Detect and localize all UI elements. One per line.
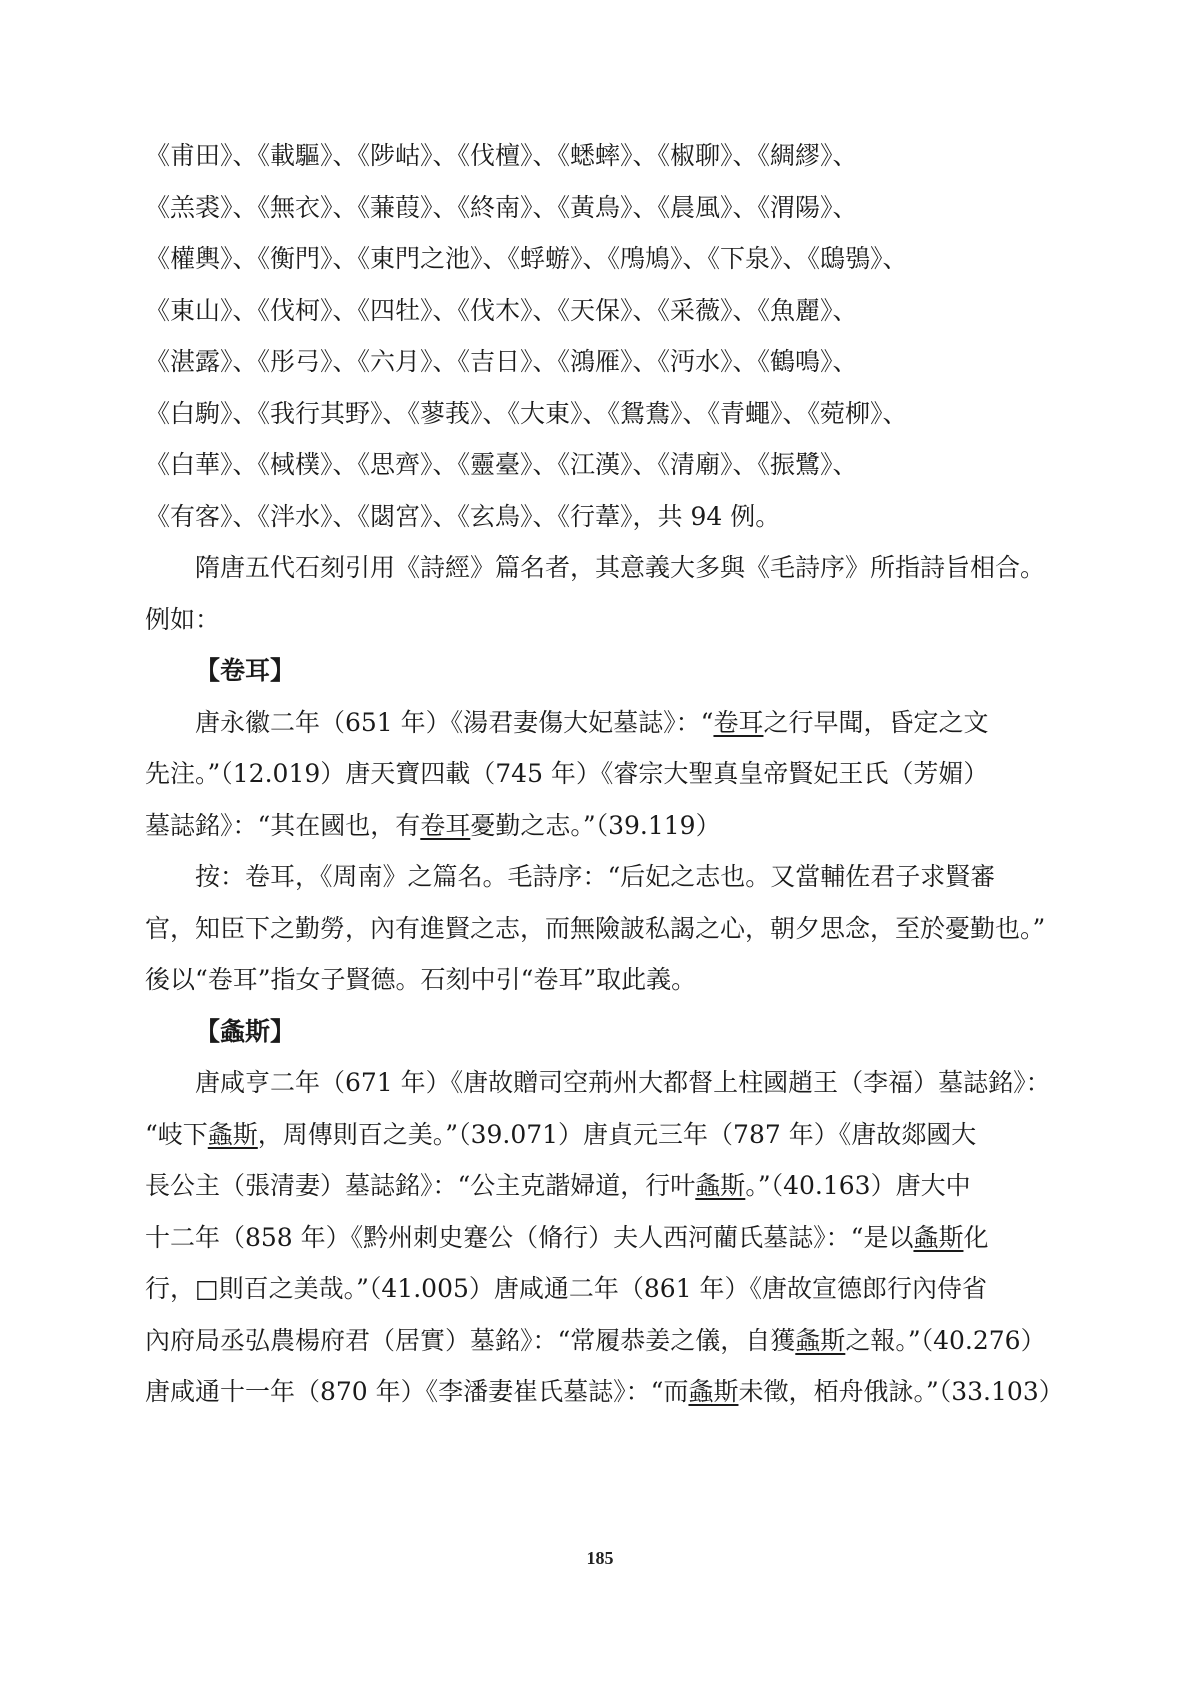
underlined-title: 螽斯: [913, 1222, 964, 1252]
text-line: 《甫田》、《載驅》、《陟岵》、《伐檀》、《蟋蟀》、《椒聊》、《綢繆》、: [145, 141, 858, 170]
body-text: [145, 130, 1064, 1418]
text-line: 先注。”（12.019）唐天寶四載（745 年）《睿宗大聖真皇帝賢妃王氏（芳媚）: [145, 759, 989, 788]
text-line: 按：卷耳，《周南》之篇名。毛詩序：“后妃之志也。又當輔佐君子求賢審: [195, 862, 996, 891]
text-line: 《白駒》、《我行其野》、《蓼莪》、《大東》、《鴛鴦》、《青蠅》、《菀柳》、: [145, 398, 908, 428]
text-line: 《權輿》、《衡門》、《東門之池》、《蜉蝣》、《鳲鳩》、《下泉》、《鴟鴞》、: [145, 244, 908, 273]
underlined-title: 螽斯: [688, 1377, 739, 1406]
text-line: 隋唐五代石刻引用《詩經》篇名者，其意義大多與《毛詩序》所指詩旨相合。: [195, 553, 1046, 582]
text-line: “岐下螽斯，周傳則百之美。”（39.071）唐貞元三年（787 年）《唐故郯國大: [145, 1119, 977, 1149]
text-line: 例如：: [145, 604, 221, 634]
text-line: 唐永徽二年（651 年）《湯君妻傷大妃墓誌》：“卷耳之行早聞，昏定之文: [195, 707, 989, 737]
text-line: 行，□則百之美哉。”（41.005）唐咸通二年（861 年）《唐故宣德郎行內侍省: [145, 1274, 988, 1303]
underlined-title: 螽斯: [695, 1171, 746, 1200]
section-heading: 【螽斯】: [195, 1016, 296, 1046]
text-line: 《有客》、《泮水》、《閟宮》、《玄鳥》、《行葦》，共 94 例。: [145, 501, 781, 531]
text-line: 唐咸通十一年（870 年）《李潘妻崔氏墓誌》：“而螽斯未徵，栢舟俄詠。”（33.103）: [145, 1377, 1064, 1406]
text-line: 內府局丞弘農楊府君（居實）墓銘》：“常履恭姜之儀，自獲螽斯之報。”（40.276）: [145, 1325, 1046, 1355]
section-heading: 【卷耳】: [195, 656, 296, 685]
text-line: 官，知臣下之勤勞，內有進賢之志，而無險詖私謁之心，朝夕思念，至於憂勤也。”: [145, 913, 1046, 943]
text-line: 十二年（858 年）《黔州刺史蹇公（脩行）夫人西河藺氏墓誌》：“是以螽斯化: [145, 1222, 989, 1252]
page-number: 185: [586, 1548, 614, 1568]
underlined-title: 螽斯: [795, 1325, 846, 1355]
text-line: 墓誌銘》：“其在國也，有卷耳憂勤之志。”（39.119）: [145, 810, 721, 840]
text-line: 《湛露》、《彤弓》、《六月》、《吉日》、《鴻雁》、《沔水》、《鶴鳴》、: [145, 347, 858, 376]
underlined-title: 卷耳: [420, 810, 471, 840]
text-line: 《東山》、《伐柯》、《四牡》、《伐木》、《天保》、《采薇》、《魚麗》、: [145, 295, 858, 325]
text-line: 長公主（張清妻）墓誌銘》：“公主克諧婦道，行叶螽斯。”（40.163）唐大中: [145, 1171, 971, 1200]
text-line: 《羔裘》、《無衣》、《蒹葭》、《終南》、《黃鳥》、《晨風》、《渭陽》、: [145, 192, 858, 222]
text-line: 《白華》、《棫樸》、《思齊》、《靈臺》、《江漢》、《清廟》、《振鷺》、: [145, 450, 858, 479]
text-line: 唐咸亨二年（671 年）《唐故贈司空荊州大都督上柱國趙王（李福）墓誌銘》：: [195, 1068, 1051, 1097]
text-line: 後以“卷耳”指女子賢德。石刻中引“卷耳”取此義。: [145, 965, 697, 994]
underlined-title: 卷耳: [713, 707, 764, 737]
underlined-title: 螽斯: [207, 1119, 258, 1149]
